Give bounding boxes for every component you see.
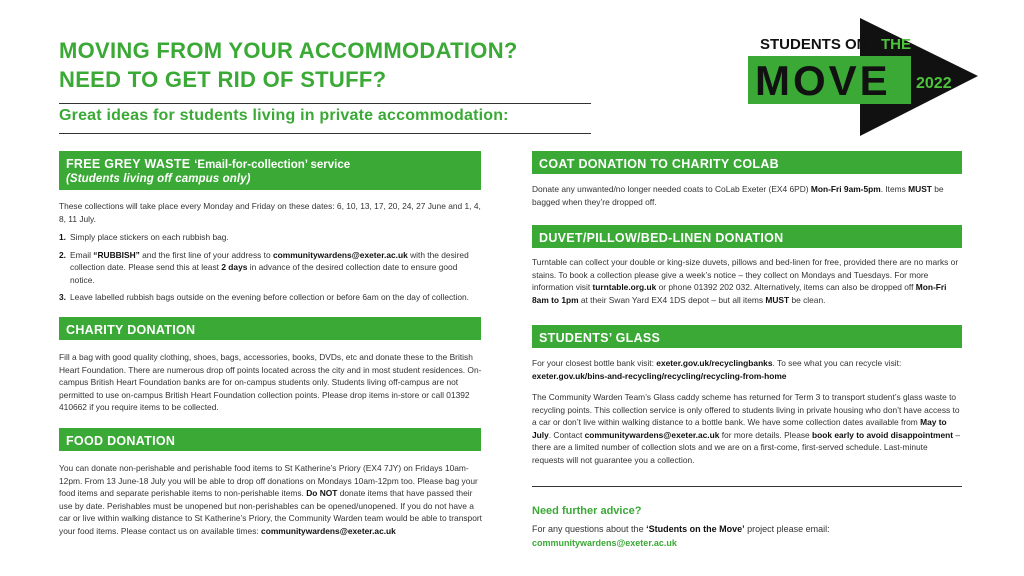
grey-waste-body [59, 200, 484, 309]
logo-text-move: MOVE [755, 57, 891, 104]
glass-body [532, 357, 962, 472]
coat-heading-title: COAT DONATION TO CHARITY COLAB [539, 157, 780, 171]
advice-email-link[interactable]: communitywardens@exeter.ac.uk [532, 537, 677, 548]
advice-rule [532, 486, 962, 487]
grey-waste-step-2 [59, 249, 484, 287]
rubbish-keyword: “RUBBISH” [93, 249, 140, 260]
recycling-from-home-link[interactable]: exeter.gov.uk/bins-and-recycling/recycling/recycling-from-home [532, 370, 787, 381]
food-email-link[interactable]: communitywardens@exeter.ac.uk [261, 525, 396, 536]
glass-paragraph-1: For your closest bottle bank visit: exeter.gov.uk/recyclingbanks. To see what you can recycle visit: exeter.gov.uk/bins-and-recycling/recycling/recycling-from-home [532, 358, 902, 381]
food-heading-title: FOOD DONATION [66, 434, 176, 448]
page-title [59, 36, 619, 94]
grey-waste-heading-tag: ‘Email-for-collection’ service [194, 159, 351, 171]
step-number: 1. [59, 232, 66, 242]
food-heading [59, 428, 481, 451]
advice-body: For any questions about the ‘Students on the Move’ project please email: communitywardens@exeter.ac.uk [532, 524, 830, 548]
title-rule-top [59, 103, 591, 104]
email-link[interactable]: communitywardens@exeter.ac.uk [272, 249, 408, 260]
charity-heading [59, 317, 481, 340]
students-on-the-move-logo [748, 18, 978, 136]
grey-waste-intro: These collections will take place every Monday and Friday on these dates: 6, 10, 13, 17, 20, 24, 27 June and 1, 4, 8, 11 July. [59, 201, 481, 224]
step-text: Leave labelled rubbish bags outside on the evening before collection or before 6am on the day of collection. [70, 292, 470, 302]
grey-waste-heading-sub: (Students living off campus only) [66, 173, 251, 185]
step-number: 3. [59, 292, 66, 302]
grey-waste-heading [59, 151, 481, 190]
advice-heading: Need further advice? [532, 505, 642, 517]
page-subtitle: Great ideas for students living in private accommodation: [59, 107, 509, 124]
grey-waste-step-1 [59, 231, 484, 244]
duvet-heading-title: DUVET/PILLOW/BED-LINEN DONATION [539, 231, 784, 245]
duvet-heading [532, 225, 962, 248]
title-rule-bottom [59, 133, 591, 134]
step-number: 2. [59, 249, 66, 260]
glass-email-link[interactable]: communitywardens@exeter.ac.uk [584, 429, 720, 440]
charity-body: Fill a bag with good quality clothing, shoes, bags, accessories, books, DVDs, etc and donate these to the British Heart Foundation. There are numerous drop off points located across the city and in most student residences. On-campus British Heart Foundation banks are for on-campus students only. Students living off-campus are not permitted to use on-campus British Heart Foundation collection points. Please drop items in-store or call 01392 410662 if you require items to be collected. [59, 352, 482, 412]
recyclingbanks-link[interactable]: exeter.gov.uk/recyclingbanks [656, 358, 773, 368]
duvet-body: Turntable can collect your double or king-size duvets, pillows and bed-linen for free, provided there are no marks or stains. To book a collection please give a week’s notice – they collect on Mondays and Tuesdays. For more information visit turntable.org.uk or phone 01392 202 032. Alternatively, items can also be dropped off Mon-Fri 8am to 1pm at their Swan Yard EX4 1DS depot – but all items MUST be clean. [532, 257, 959, 305]
turntable-link[interactable]: turntable.org.uk [592, 282, 657, 292]
glass-paragraph-2: The Community Warden Team’s Glass caddy scheme has returned for Term 3 to transport student’s glass waste to recycling points. This collection service is only offered to students living in private housing who don’t have access to a car or don’t live within walking distance to a bottle bank. We have some collection dates available from May to July. Contact communitywardens@exeter.ac.uk for more details. Please book early to avoid disappointment – there are a limited number of collection slots and we are on a first-come, first-served schedule. Last-minute requests will not guarantee you a collection. [532, 392, 961, 465]
logo-text-students-on: STUDENTS ON [760, 36, 868, 53]
glass-heading-title: STUDENTS’ GLASS [539, 331, 661, 345]
logo-text-year: 2022 [916, 75, 952, 92]
step-text: Simply place stickers on each rubbish bag. [70, 232, 229, 242]
title-line-1: MOVING FROM YOUR ACCOMMODATION? [59, 38, 518, 63]
coat-body: Donate any unwanted/no longer needed coats to CoLab Exeter (EX4 6PD) Mon-Fri 9am-5pm. Items MUST be bagged when they’re dropped off. [532, 184, 944, 207]
charity-heading-title: CHARITY DONATION [66, 323, 196, 337]
glass-heading [532, 325, 962, 348]
step-text: Email “RUBBISH” and the first line of your address to communitywardens@exeter.ac.uk with the desired collection date. Please send this at least 2 days in advance of the desired collection date to ensure good notice. [70, 249, 469, 285]
logo-text-the: THE [881, 36, 911, 53]
food-body: You can donate non-perishable and perishable food items to St Katherine’s Priory (EX4 7JY) on Fridays 10am-12pm. From 13 June-18 July you will be able to drop off donations on Mondays 10am-12pm too. Please bag your food items and separate perishable items to non-perishable items. Do NOT donate items that have passed their use by date. Perishables must be unopened but non-perishables can be opened/unopened. If you do not have a car or live within walking distance to St Katherine’s Priory, the Community Warden team would be able to transport your food items. Please contact us on available times: communitywardens@exeter.ac.uk [59, 463, 482, 536]
coat-heading [532, 151, 962, 174]
grey-waste-heading-title: FREE GREY WASTE [66, 157, 191, 171]
grey-waste-step-3 [59, 291, 484, 304]
title-line-2: NEED TO GET RID OF STUFF? [59, 67, 387, 92]
